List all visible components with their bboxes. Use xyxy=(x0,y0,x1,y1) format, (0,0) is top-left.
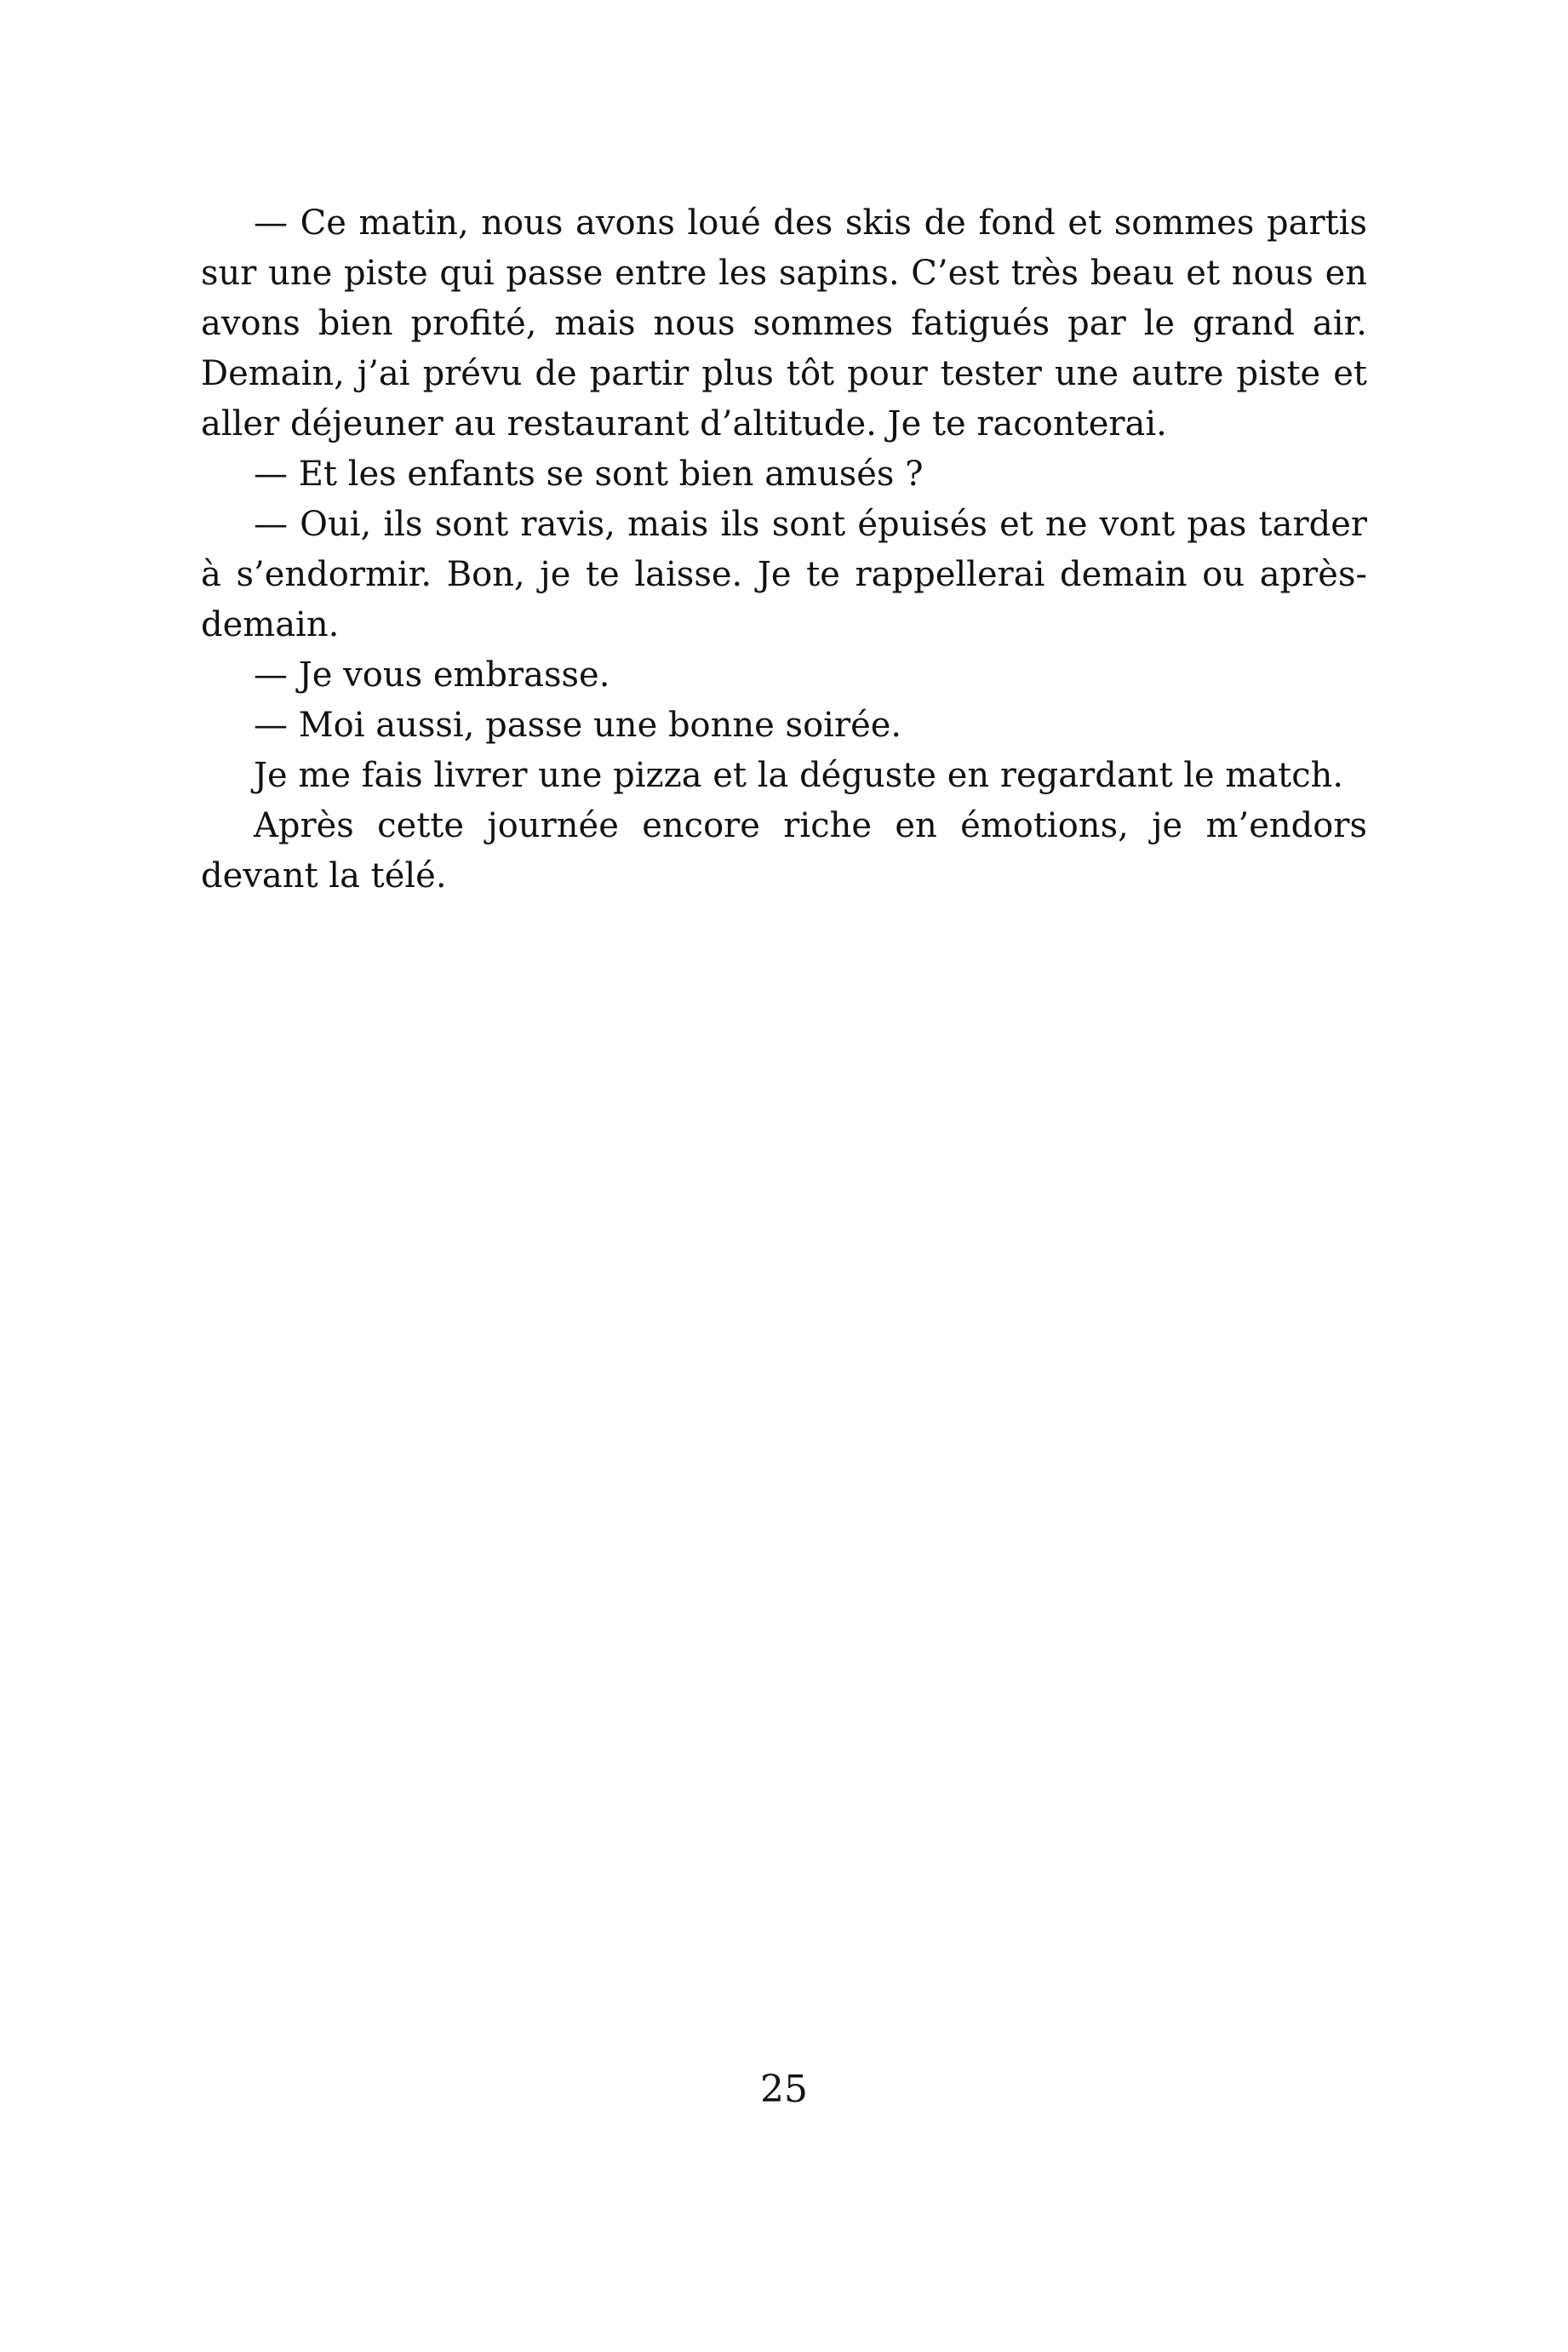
body-text xyxy=(201,198,1367,901)
paragraph-embrace: — Je vous embrasse. xyxy=(254,655,610,695)
page-number: 25 xyxy=(760,2068,808,2111)
paragraph-goodnight: — Moi aussi, passe une bonne soirée. xyxy=(254,706,902,745)
paragraph-falls-asleep: Après cette journée encore riche en émotions, je m’endors devant la télé. xyxy=(201,806,1367,896)
paragraph-ski-morning: — Ce matin, nous avons loué des skis de fond et sommes partis sur une piste qui passe entre les sapins. C’est très beau et nous en avons bien profité, mais nous sommes fatigués par le grand air. Demain, j’ai prévu de partir plus tôt pour tester une autre piste et aller déjeuner au restaurant d’altitude. Je te raconterai. xyxy=(201,203,1367,444)
paragraph-children-answer: — Oui, ils sont ravis, mais ils sont épuisés et ne vont pas tarder à s’endormir. Bon, je te laisse. Je te rappellerai demain ou après-demain. xyxy=(201,505,1367,644)
paragraph-pizza: Je me fais livrer une pizza et la déguste en regardant le match. xyxy=(254,756,1344,795)
paragraph-children-question: — Et les enfants se sont bien amusés ? xyxy=(254,455,924,494)
